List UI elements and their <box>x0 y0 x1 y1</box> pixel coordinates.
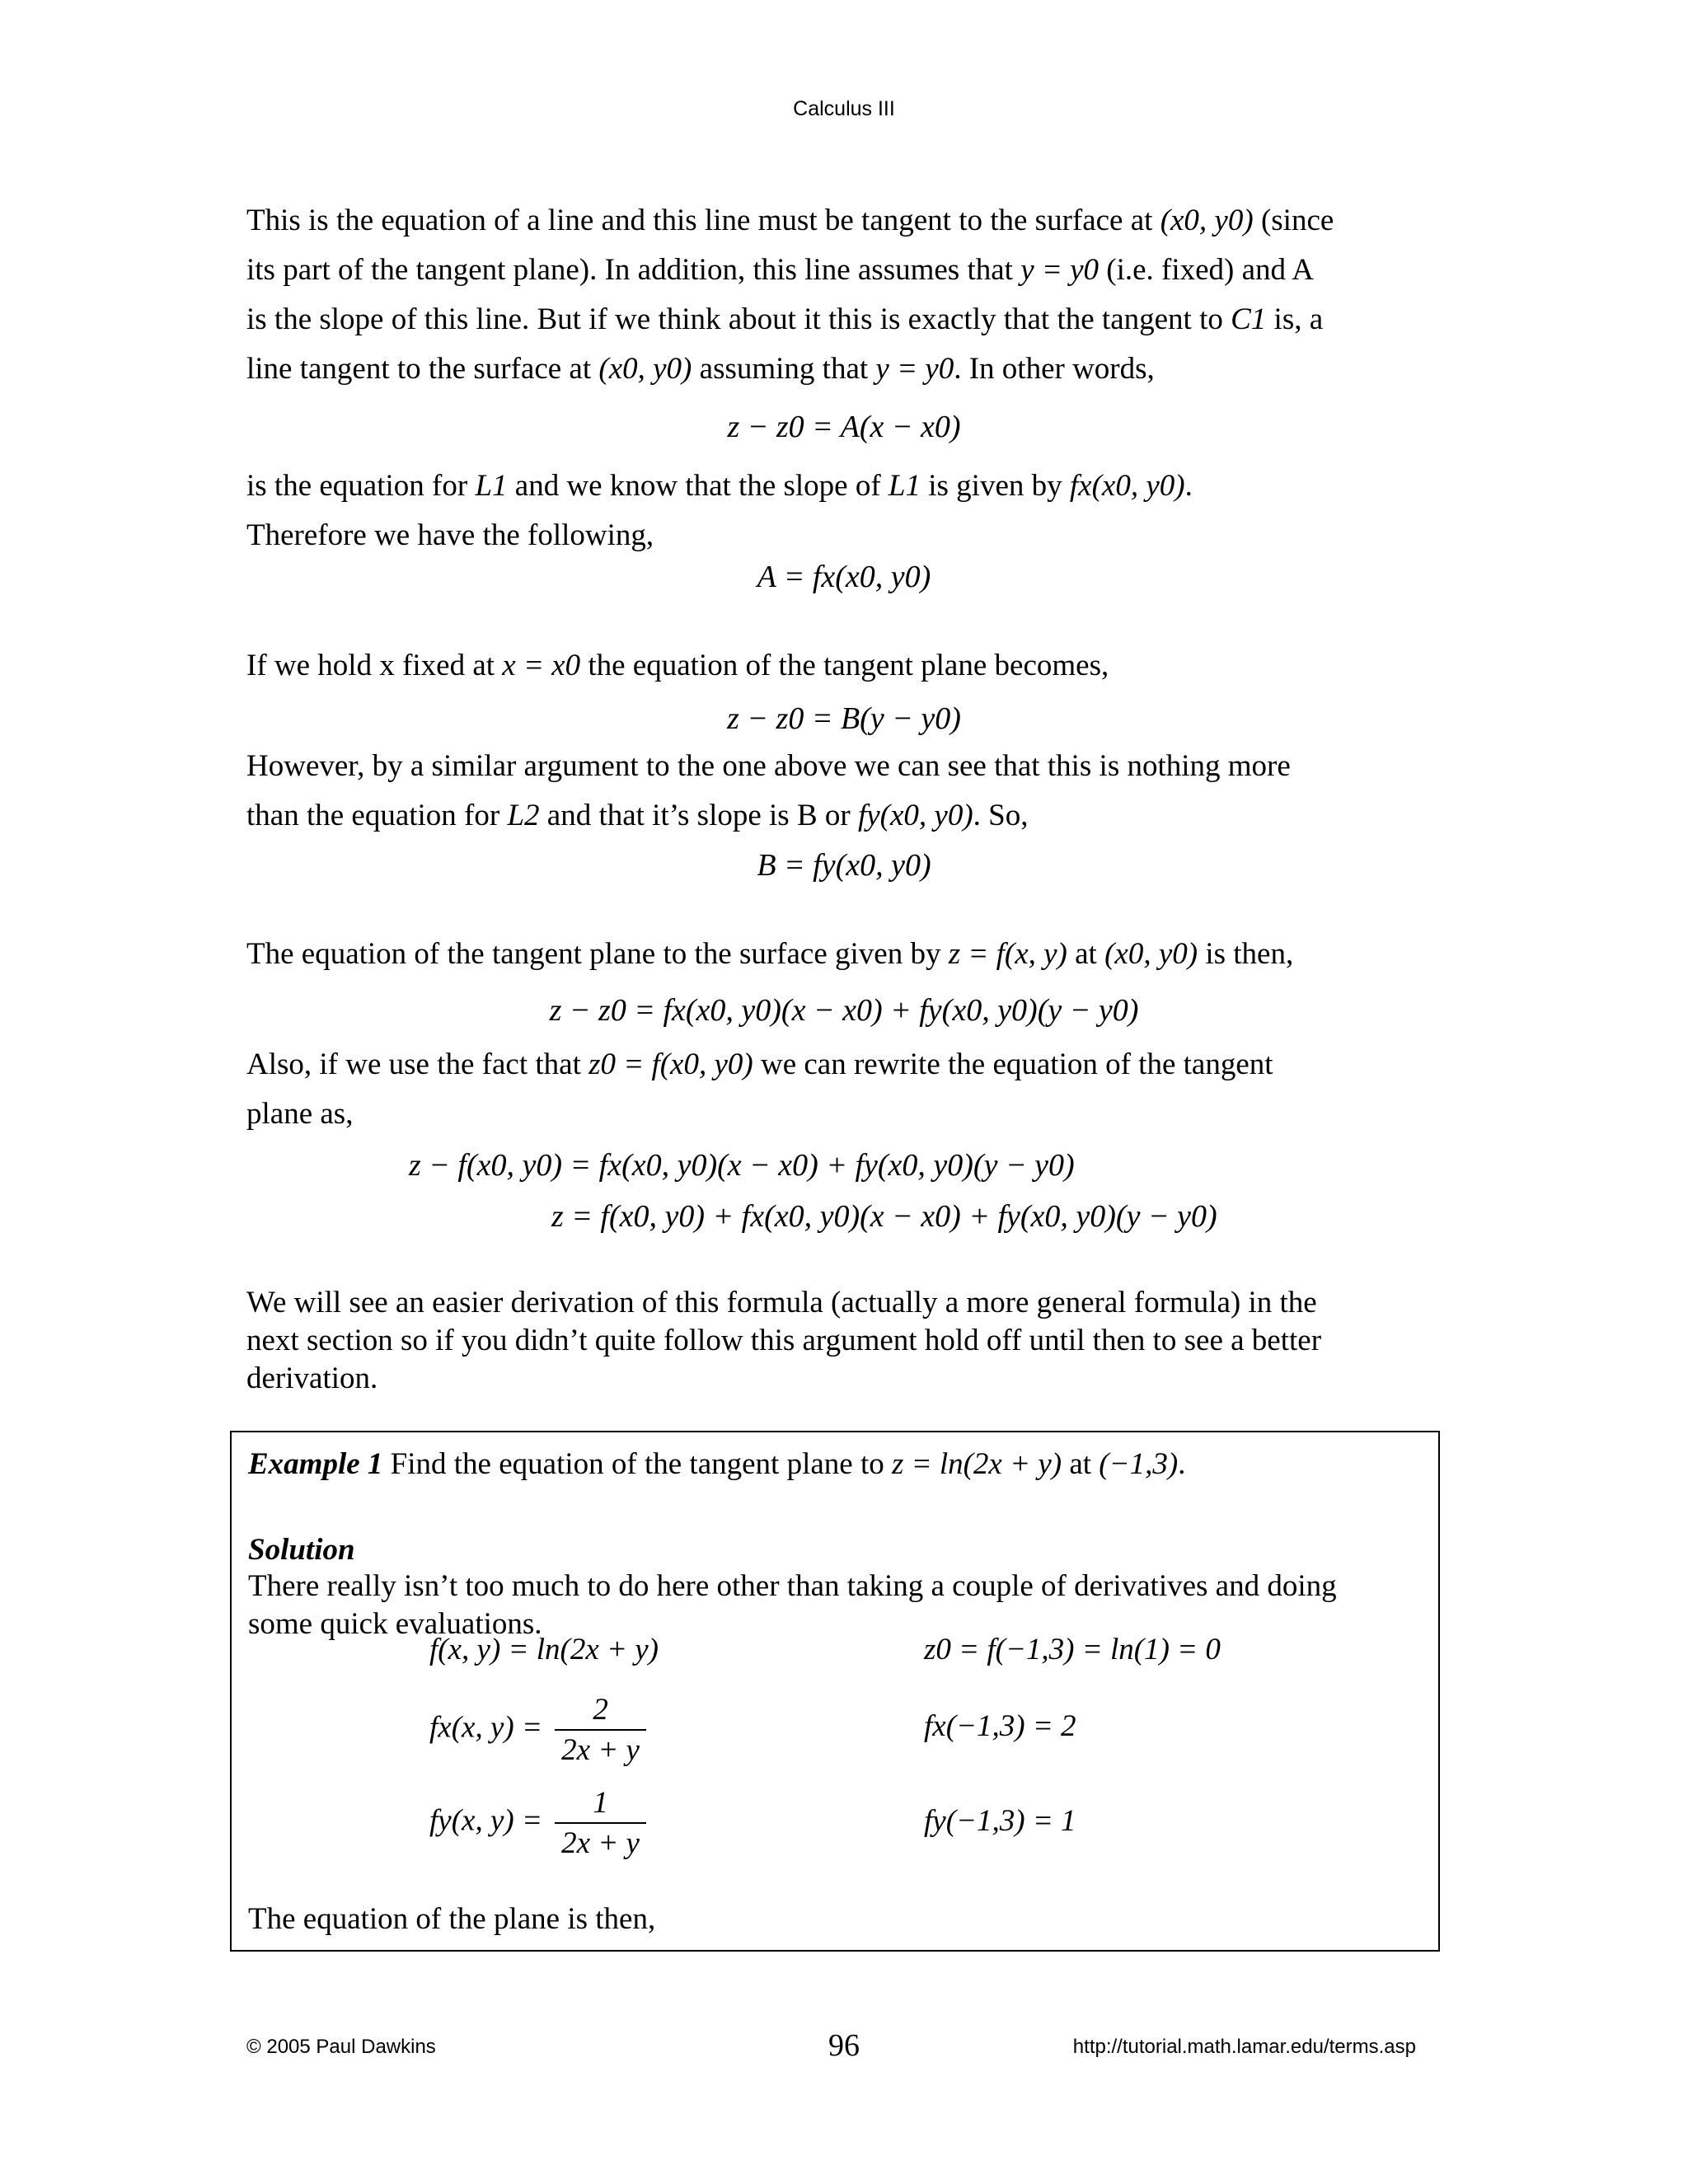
text-line: Also, if we use the fact that z0 = f(x0, y0) we can rewrite the equation of the tangent <box>246 1047 1273 1081</box>
text-line: line tangent to the surface at (x0, y0) assuming that y = y0. In other words, <box>246 352 1155 386</box>
text-line: However, by a similar argument to the one above we can see that this is nothing more <box>246 749 1291 783</box>
paragraph-tangent-line <box>246 196 1442 394</box>
solution-text <box>248 1568 1427 1643</box>
text-line: This is the equation of a line and this line must be tangent to the surface at (x0, y0) (since <box>246 204 1334 237</box>
text-line: plane as, <box>246 1097 354 1131</box>
partial-y-derivative: fy(x, y) = $\frac{1}{2x + y}$ <box>429 1785 646 1861</box>
example-prompt: Example 1 Find the equation of the tangent plane to z = ln(2x + y) at (−1,3). <box>248 1447 1186 1481</box>
text-line: There really isn’t too much to do here other than taking a couple of derivatives and doing <box>248 1569 1337 1603</box>
text-line: than the equation for L2 and that it’s slope is B or fy(x0, y0). So, <box>246 799 1029 832</box>
footer-copyright: © 2005 Paul Dawkins <box>246 2036 436 2058</box>
text-line: If we hold x fixed at x = x0 the equation of the tangent plane becomes, <box>246 649 1109 682</box>
running-header: Calculus III <box>793 97 895 120</box>
equation-line-l2: z − z0 = B(y − y0) <box>727 701 961 736</box>
fraction: $\frac{1}{2x + y}$ <box>555 1785 646 1861</box>
fy-evaluation: fy(−1,3) = 1 <box>924 1804 1076 1838</box>
equation-a: A = fx(x0, y0) <box>757 560 931 594</box>
fraction: $\frac{2}{2x + y}$ <box>555 1692 646 1768</box>
text-line: We will see an easier derivation of this formula (actually a more general formula) in the <box>246 1286 1317 1319</box>
text-line: its part of the tangent plane). In addition, this line assumes that y = y0 (i.e. fixed) and A <box>246 253 1314 287</box>
text-line: some quick evaluations. <box>248 1607 542 1641</box>
text-line: derivation. <box>246 1361 378 1395</box>
equation-line-l1: z − z0 = A(x − x0) <box>727 410 961 444</box>
example-label: Example 1 <box>248 1447 383 1481</box>
example-box <box>230 1431 1440 1952</box>
paragraph-similar-argument <box>246 742 1442 841</box>
equation-tangent-plane: z − z0 = fx(x0, y0)(x − x0) + fy(x0, y0)(y − y0) <box>549 993 1139 1028</box>
text-line: next section so if you didn’t quite follow this argument hold off until then to see a better <box>246 1324 1322 1357</box>
solution-heading: Solution <box>248 1533 355 1567</box>
equation-rewrite-1: z − f(x0, y0) = fx(x0, y0)(x − x0) + fy(x0, y0)(y − y0) <box>409 1148 1075 1183</box>
footer-url[interactable]: http://tutorial.math.lamar.edu/terms.asp <box>1072 2036 1416 2058</box>
paragraph-tangent-plane <box>246 930 1442 979</box>
closing-line: The equation of the plane is then, <box>248 1902 656 1936</box>
text-line: is the equation for L1 and we know that the slope of L1 is given by fx(x0, y0). <box>246 469 1193 503</box>
partial-x-derivative: fx(x, y) = $\frac{2}{2x + y}$ <box>429 1692 646 1768</box>
equation-rewrite-2: z = f(x0, y0) + fx(x0, y0)(x − x0) + fy(x0, y0)(y − y0) <box>551 1199 1217 1234</box>
equation-b: B = fy(x0, y0) <box>757 848 931 883</box>
paragraph-rewrite <box>246 1040 1442 1139</box>
paragraph-easier-derivation <box>246 1284 1442 1398</box>
paragraph-hold-x <box>246 641 1442 691</box>
text-line: is the slope of this line. But if we think about it this is exactly that the tangent to C1 is, a <box>246 302 1324 336</box>
text-line: Therefore we have the following, <box>246 518 654 552</box>
z0-evaluation: z0 = f(−1,3) = ln(1) = 0 <box>924 1633 1221 1666</box>
text-line: The equation of the tangent plane to the surface given by z = f(x, y) at (x0, y0) is then, <box>246 937 1294 971</box>
page-number: 96 <box>828 2028 860 2063</box>
paragraph-slope-l1 <box>246 462 1442 560</box>
fx-evaluation: fx(−1,3) = 2 <box>924 1709 1076 1743</box>
function-definition: f(x, y) = ln(2x + y) <box>429 1633 659 1666</box>
